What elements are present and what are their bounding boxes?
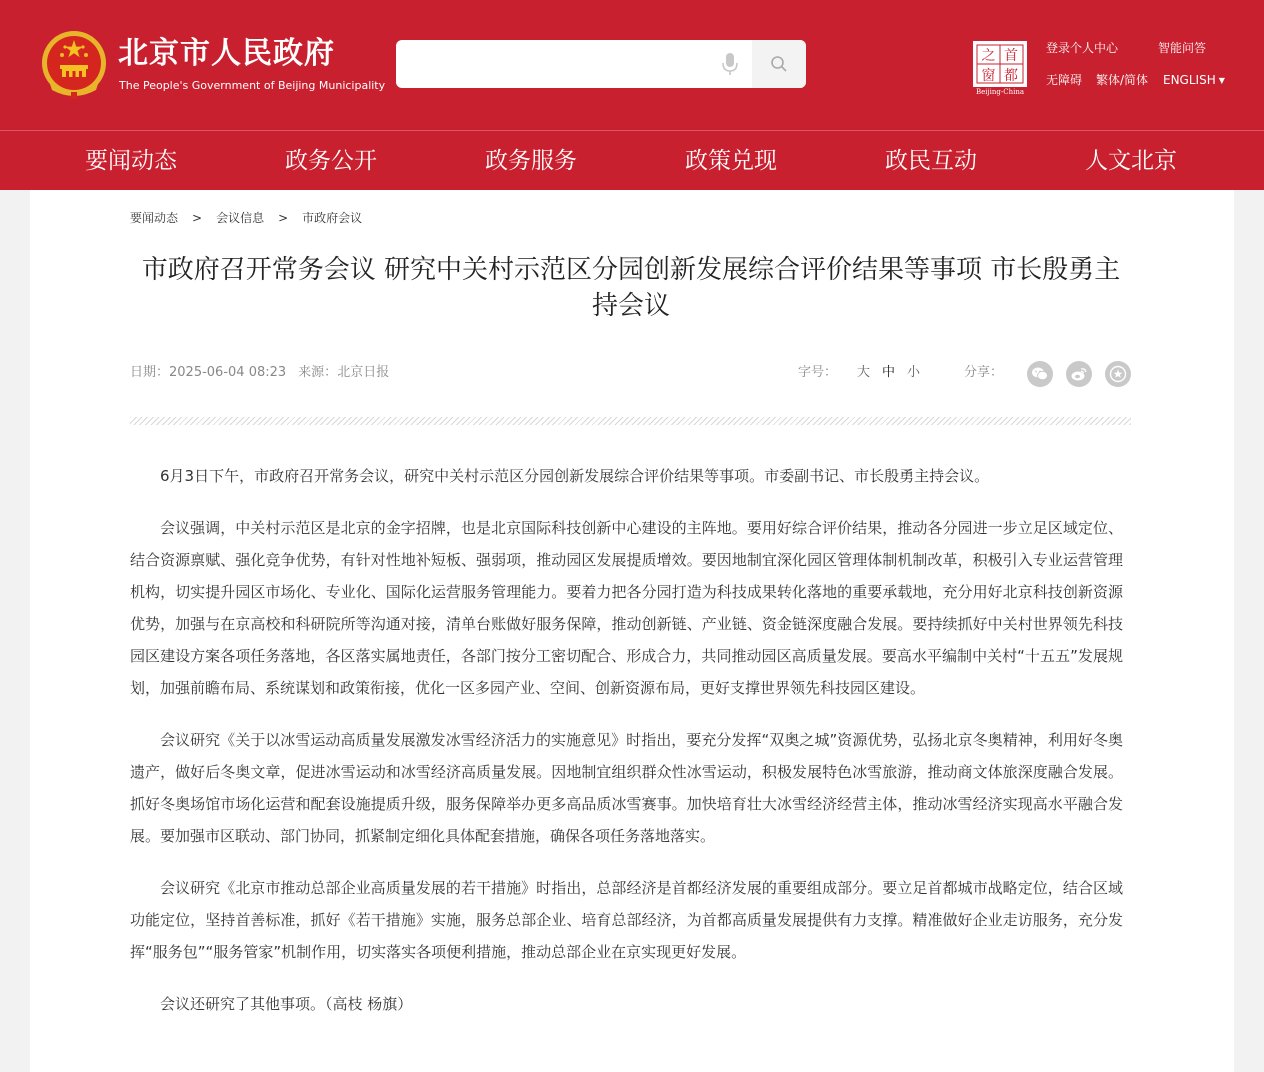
breadcrumb-separator: > [192,211,203,225]
hatched-divider [130,417,1131,425]
login-link[interactable]: 登录个人中心 [1046,41,1119,55]
article-paragraph: 会议研究《北京市推动总部企业高质量发展的若干措施》时指出，总部经济是首都经济发展的重要组成部分。要立足首都城市战略定位，结合区域功能定位，坚持首善标准，抓好《若干措施》实施，服务总部企业、培育总部经济，为首都高质量发展提供有力支撑。精准做好企业走访服务，充分发挥“服务包”“服务管家”机制作用，切实落实各项便利措施，推动总部企业在京实现更好发展。 [130,879,1123,961]
smart-qa-link[interactable]: 智能问答 [1158,41,1207,55]
search-box [396,40,806,88]
font-size-label: 字号： [798,365,838,380]
capital-logo-char-1: 首 [1004,48,1018,64]
caret-down-icon: ▼ [1218,76,1225,85]
breadcrumb-separator: > [278,211,289,225]
breadcrumb-item-news[interactable]: 要闻动态 [130,211,179,225]
date-label: 日期： [130,365,170,380]
favorite-button[interactable] [1105,361,1131,387]
capital-logo-char-2: 都 [1004,68,1018,84]
share-wechat-button[interactable] [1027,361,1053,387]
article-container [30,190,1234,1072]
article-source: 北京日报 [337,365,390,380]
nav-item-policy-fulfillment[interactable]: 政策兑现 [685,148,777,174]
english-label: ENGLISH [1163,73,1216,87]
nav-item-government-services[interactable]: 政务服务 [485,148,577,174]
traditional-simplified-link[interactable]: 繁体/简体 [1096,73,1149,87]
nav-item-interaction[interactable]: 政民互动 [885,148,977,174]
main-nav [0,130,1264,190]
share-label: 分享： [964,365,1004,380]
source-label: 来源： [298,365,338,380]
article-paragraph: 会议强调，中关村示范区是北京的金字招牌，也是北京国际科技创新中心建设的主阵地。要用好综合评价结果，推动各分园进一步立足区域定位、结合资源禀赋、强化竞争优势，有针对性地补短板、强弱项，推动园区发展提质增效。要因地制宜深化园区管理体制机制改革，积极引入专业运营管理机构，切实提升园区市场化、专业化、国际化运营服务管理能力。要着力把各分园打造为科技成果转化落地的重要承载地，充分用好北京科技创新资源优势，加强与在京高校和科研院所等沟通对接，清单台账做好服务保障，推动创新链、产业链、资金链深度融合发展。要持续抓好中关村世界领先科技园区建设方案各项任务落地，各区落实属地责任，各部门按分工密切配合、形成合力，共同推动园区高质量发展。要高水平编制中关村“十五五”发展规划，加强前瞻布局、系统谋划和政策衔接，优化一区多园产业、空间、创新资源布局，更好支撑世界领先科技园区建设。 [130,519,1123,697]
search-icon [770,55,788,73]
nav-item-news[interactable]: 要闻动态 [85,148,177,174]
search-input[interactable] [396,40,726,88]
favorite-icon [1109,365,1127,383]
article-body [130,460,1123,1040]
font-size-selector [798,364,920,382]
font-size-medium[interactable]: 中 [882,365,896,380]
article-meta [130,364,389,382]
share-weibo-button[interactable] [1066,361,1092,387]
microphone-icon[interactable] [720,51,740,77]
font-size-small[interactable]: 小 [907,365,921,380]
site-title[interactable]: 北京市人民政府 [118,36,335,71]
capital-logo-caption: Beijing-China [975,88,1025,96]
nav-item-government-affairs[interactable]: 政务公开 [285,148,377,174]
national-emblem-icon[interactable] [40,28,108,100]
nav-item-humanistic-beijing[interactable]: 人文北京 [1085,148,1177,174]
wechat-icon [1031,366,1049,382]
capital-logo-char-4: 窗 [981,68,996,84]
search-button[interactable] [752,40,806,88]
breadcrumb [130,210,362,226]
site-header [0,0,1264,130]
article-paragraph: 会议研究《关于以冰雪运动高质量发展激发冰雪经济活力的实施意见》时指出，要充分发挥“双奥之城”资源优势，弘扬北京冬奥精神，利用好冬奥遗产，做好后冬奥文章，促进冰雪运动和冰雪经济高质量发展。因地制宜组织群众性冰雪运动，积极发展特色冰雪旅游，推动商文体旅深度融合发展。抓好冬奥场馆市场化运营和配套设施提质升级，服务保障举办更多高品质冰雪赛事。加快培育壮大冰雪经济经营主体，推动冰雪经济实现高水平融合发展。要加强市区联动、部门协同，抓紧制定细化具体配套措施，确保各项任务落地落实。 [130,731,1123,845]
accessibility-link[interactable]: 无障碍 [1046,73,1083,87]
article-date: 2025-06-04 08:23 [169,365,287,380]
breadcrumb-item-municipal-meeting[interactable]: 市政府会议 [302,211,363,225]
breadcrumb-item-meeting-info[interactable]: 会议信息 [216,211,265,225]
font-size-large[interactable]: 大 [857,365,871,380]
article-paragraph: 会议还研究了其他事项。（高枝 杨旗） [160,995,413,1013]
site-subtitle: The People's Government of Beijing Municipality [119,79,386,92]
english-link[interactable] [1163,72,1225,89]
capital-logo-char-3: 之 [981,48,996,64]
weibo-icon [1070,366,1088,382]
article-title: 市政府召开常务会议 研究中关村示范区分园创新发展综合评价结果等事项 市长殷勇主持会议 [141,255,1121,321]
article-paragraph: 6月3日下午，市政府召开常务会议，研究中关村示范区分园创新发展综合评价结果等事项。市委副书记、市长殷勇主持会议。 [160,467,990,485]
